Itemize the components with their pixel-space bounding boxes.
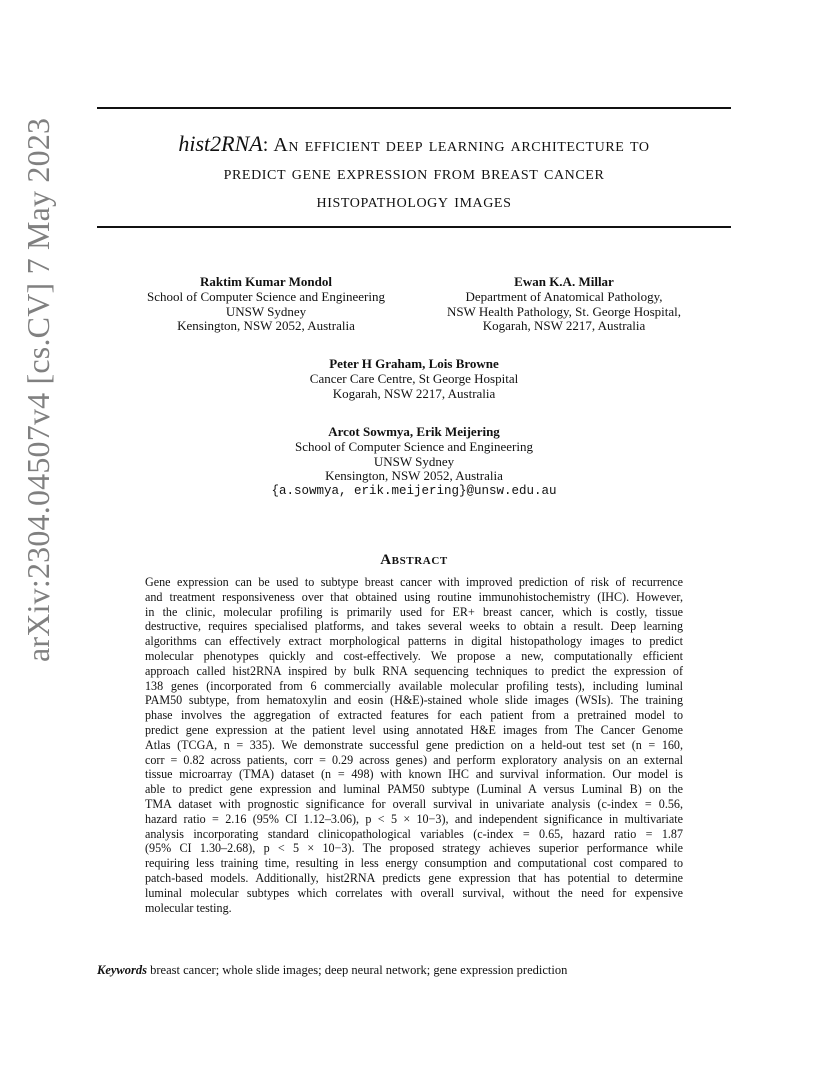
abstract-line: algorithms can effectively extract morphological patterns in digital histopathology images to predict xyxy=(145,634,683,649)
abstract-line: molecular testing. xyxy=(145,900,232,915)
arxiv-identifier-stamp: arXiv:2304.04507v4 [cs.CV] 7 May 2023 xyxy=(20,117,56,662)
abstract-line: in the clinic, molecular profiling is primarily used for ER+ breast cancer, which is costly, tissue xyxy=(145,604,683,619)
paper-title xyxy=(97,130,731,215)
abstract-body xyxy=(145,575,683,915)
affiliation-line: UNSW Sydney xyxy=(225,303,307,319)
author-name: Peter H Graham, Lois Browne xyxy=(329,356,499,371)
abstract-heading-text: Abstract xyxy=(380,552,448,568)
affiliation-line: Department of Anatomical Pathology, xyxy=(465,288,663,304)
author-block-4 xyxy=(214,425,614,499)
title-line-3: histopathology images xyxy=(316,190,512,212)
affiliation-line: School of Computer Science and Engineering xyxy=(295,438,533,454)
author-email: {a.sowmya, erik.meijering}@unsw.edu.au xyxy=(271,484,557,499)
title-top-rule xyxy=(97,107,731,109)
affiliation-line: Kogarah, NSW 2217, Australia xyxy=(332,385,496,401)
keywords-line xyxy=(97,963,731,978)
abstract-line: luminal molecular subtypes which correlates with overall survival, without the need for expensive xyxy=(145,885,683,900)
abstract-line: PAM50 subtype, from hematoxylin and eosin (H&E)-stained whole slide images (WSIs). The training xyxy=(145,693,683,708)
abstract-line: corr = 0.82 across patients, corr = 0.29 across genes) and perform exploratory analysis on an external xyxy=(145,752,683,767)
keywords-text: breast cancer; whole slide images; deep neural network; gene expression prediction xyxy=(150,963,568,977)
title-bottom-rule xyxy=(97,226,731,228)
abstract-line: hazard ratio = 2.16 (95% CI 1.12–3.06), p < 5 × 10−3), and independent significance in multivariate xyxy=(145,811,683,826)
abstract-line: phase involves the aggregation of extracted features for each patient from a pretrained model to xyxy=(145,708,683,723)
affiliation-line: UNSW Sydney xyxy=(373,453,455,469)
abstract-line: Gene expression can be used to subtype breast cancer with improved prediction of risk of recurrence xyxy=(145,575,683,589)
author-block-2 xyxy=(414,275,714,334)
affiliation-line: School of Computer Science and Engineering xyxy=(147,288,385,304)
author-block-3 xyxy=(214,357,614,401)
author-name: Raktim Kumar Mondol xyxy=(200,274,332,289)
affiliation-line: Kensington, NSW 2052, Australia xyxy=(325,468,503,484)
abstract-heading xyxy=(97,552,731,569)
title-line-1-rest: : An efficient deep learning architecture to xyxy=(262,134,650,156)
affiliation-line: Kogarah, NSW 2217, Australia xyxy=(482,318,646,334)
abstract-line: Atlas (TCGA, n = 335). We demonstrate successful gene prediction on a held-out test set (n = 160, xyxy=(145,737,683,752)
keywords-label: Keywords xyxy=(97,963,147,977)
affiliation-line: Kensington, NSW 2052, Australia xyxy=(177,318,355,334)
abstract-line: 138 genes (incorporated from 6 commercially available molecular profiling tests), including luminal xyxy=(145,678,683,693)
abstract-line: approach called hist2RNA inspired by bulk RNA sequencing techniques to predict the expression of xyxy=(145,663,683,678)
abstract-line: TMA dataset with prognostic significance for overall survival in univariate analysis (c-index = 0.56, xyxy=(145,796,683,811)
abstract-line: (95% CI 1.30–2.68), p < 5 × 10−3). The proposed strategy achieves superior performance while xyxy=(145,841,683,856)
author-name: Ewan K.A. Millar xyxy=(514,274,614,289)
abstract-line: predict gene expression at the patient level using annotated H&E images from The Cancer Genome xyxy=(145,722,683,737)
abstract-line: analysis incorporating standard clinicopathological variables (c-index = 0.65, hazard ratio = 1.87 xyxy=(145,826,683,841)
author-name: Arcot Sowmya, Erik Meijering xyxy=(328,424,500,439)
abstract-line: and treatment responsiveness over that obtained using routine immunohistochemistry (IHC). However, xyxy=(145,589,683,604)
affiliation-line: NSW Health Pathology, St. George Hospital, xyxy=(446,303,682,319)
abstract-line: able to predict gene expression and luminal PAM50 subtype (Luminal A versus Luminal B) on the xyxy=(145,782,683,797)
abstract-line: destructive, requires specialised platforms, and takes several weeks to obtain a result. Deep learning xyxy=(145,619,683,634)
abstract-line: tissue microarray (TMA) dataset (n = 498) with known IHC and survival information. Our model is xyxy=(145,767,683,782)
abstract-line: molecular phenotypes quickly and cost-effectively. We propose a new, computationally efficient xyxy=(145,648,683,663)
title-line-2: predict gene expression from breast cancer xyxy=(223,162,605,184)
title-line-1 xyxy=(97,130,731,159)
author-block-1 xyxy=(121,275,411,334)
abstract-line: patch-based models. Additionally, hist2RNA predicts gene expression that has potential to determine xyxy=(145,870,683,885)
title-lead: hist2RNA xyxy=(178,131,263,156)
abstract-line: requiring less training time, resulting in less energy consumption and computational cost compared to xyxy=(145,856,683,871)
affiliation-line: Cancer Care Centre, St George Hospital xyxy=(309,370,519,386)
